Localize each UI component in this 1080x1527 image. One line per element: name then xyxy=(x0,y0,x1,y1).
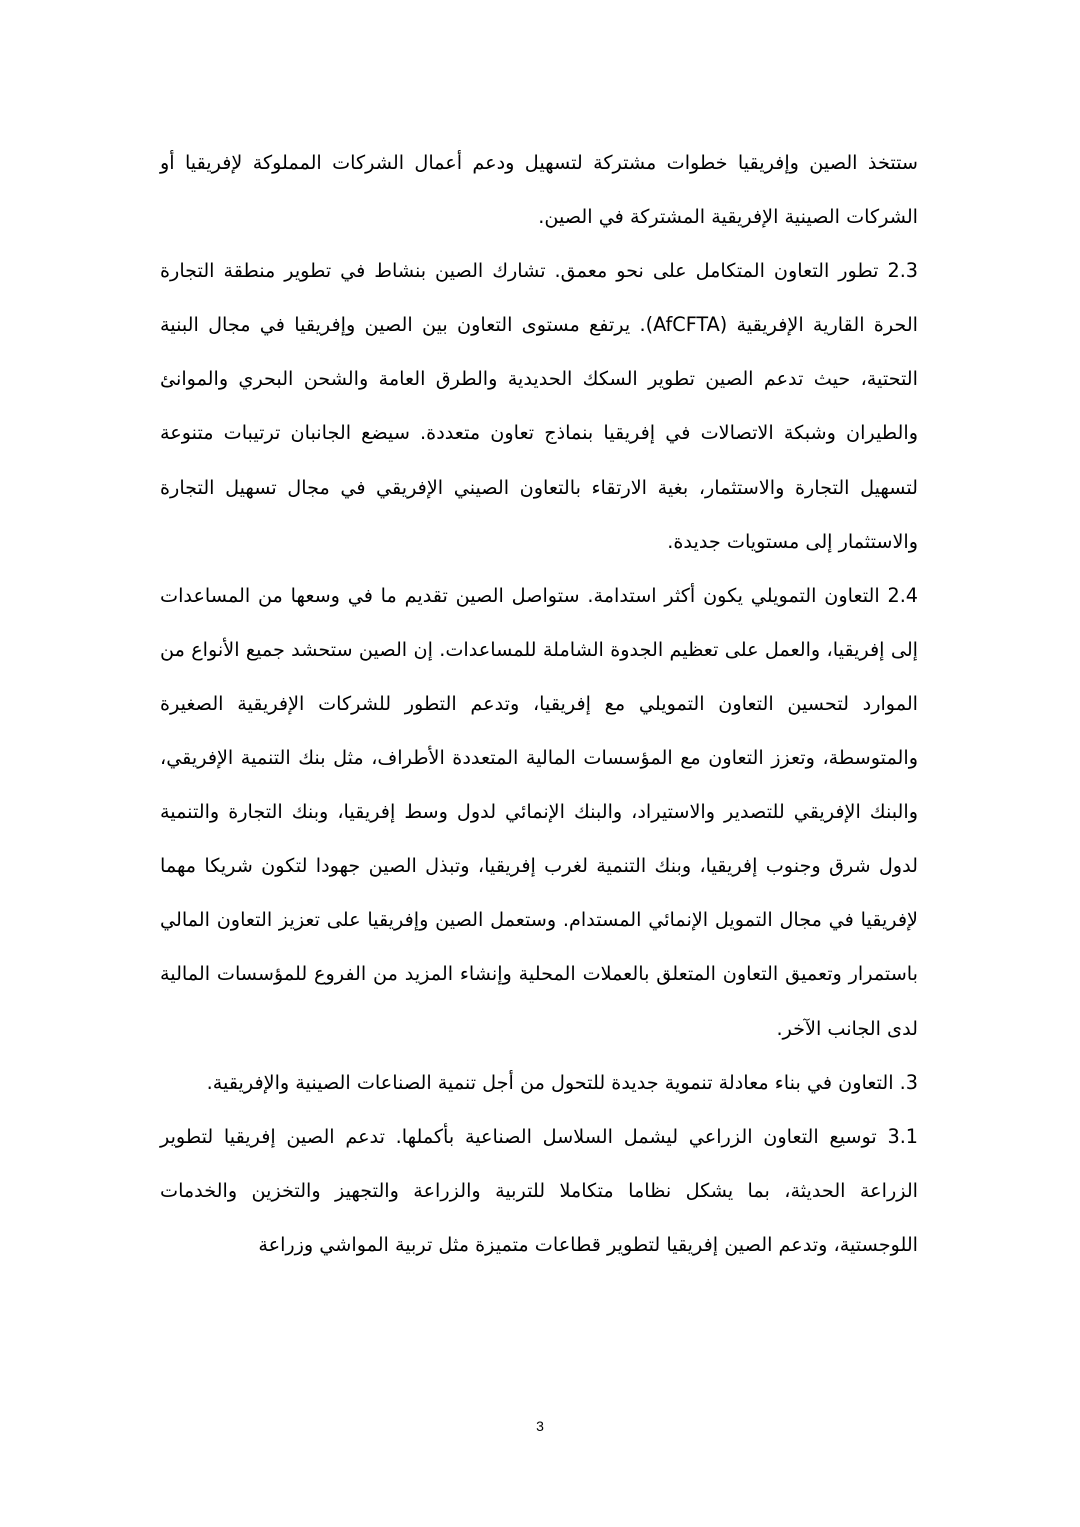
paragraph-section-3-1: 3.1 توسيع التعاون الزراعي ليشمل السلاسل الصناعية بأكملها. تدعم الصين إفريقيا لتطوير الزراعة الحديثة، بما يشكل نظاما متكاملا للتربية والزراعة والتجهيز والتخزين والخدمات اللوجستية، وتدعم الصين إفريقيا لتطوير قطاعات متميزة مثل تربية المواشي وزراعة xyxy=(160,1124,918,1256)
document-body xyxy=(160,136,918,1272)
page-number: 3 xyxy=(536,1418,544,1434)
paragraph-section-2-3: 2.3 تطور التعاون المتكامل على نحو معمق. تشارك الصين بنشاط في تطوير منطقة التجارة الحرة القارية الإفريقية (AfCFTA). يرتفع مستوى التعاون بين الصين وإفريقيا في مجال البنية التحتية، حيث تدعم الصين تطوير السكك الحديدية والطرق العامة والشحن البحري والموانئ والطيران وشبكة الاتصالات في إفريقيا بنماذج تعاون متعددة. سيضع الجانبان ترتيبات متنوعة لتسهيل التجارة والاستثمار، بغية الارتقاء بالتعاون الصيني الإفريقي في مجال تسهيل التجارة والاستثمار إلى مستويات جديدة. xyxy=(160,259,918,553)
paragraph-joint-steps: ستتخذ الصين وإفريقيا خطوات مشتركة لتسهيل ودعم أعمال الشركات المملوكة لإفريقيا أو الشركات الصينية الإفريقية المشتركة في الصين. xyxy=(160,151,918,229)
paragraph-section-2-4: 2.4 التعاون التمويلي يكون أكثر استدامة. ستواصل الصين تقديم ما في وسعها من المساعدات إلى إفريقيا، والعمل على تعظيم الجدوة الشاملة للمساعدات. إن الصين ستحشد جميع الأنواع من الموارد لتحسين التعاون التمويلي مع إفريقيا، وتدعم التطور للشركات الإفريقية الصغيرة والمتوسطة، وتعزز التعاون مع المؤسسات المالية المتعددة الأطراف، مثل بنك التنمية الإفريقي، والبنك الإفريقي للتصدير والاستيراد، والبنك الإنمائي لدول وسط إفريقيا، وبنك التجارة والتنمية لدول شرق وجنوب إفريقيا، وبنك التنمية لغرب إفريقيا، وتبذل الصين جهودا لتكون شريكا مهما لإفريقيا في مجال التمويل الإنمائي المستدام. وستعمل الصين وإفريقيا على تعزيز التعاون المالي باستمرار وتعميق التعاون المتعلق بالعملات المحلية وإنشاء المزيد من الفروع للمؤسسات المالية لدى الجانب الآخر. xyxy=(160,583,918,1040)
paragraph-section-3: 3. التعاون في بناء معادلة تنموية جديدة للتحول من أجل تنمية الصناعات الصينية والإفريقية. xyxy=(206,1070,918,1094)
